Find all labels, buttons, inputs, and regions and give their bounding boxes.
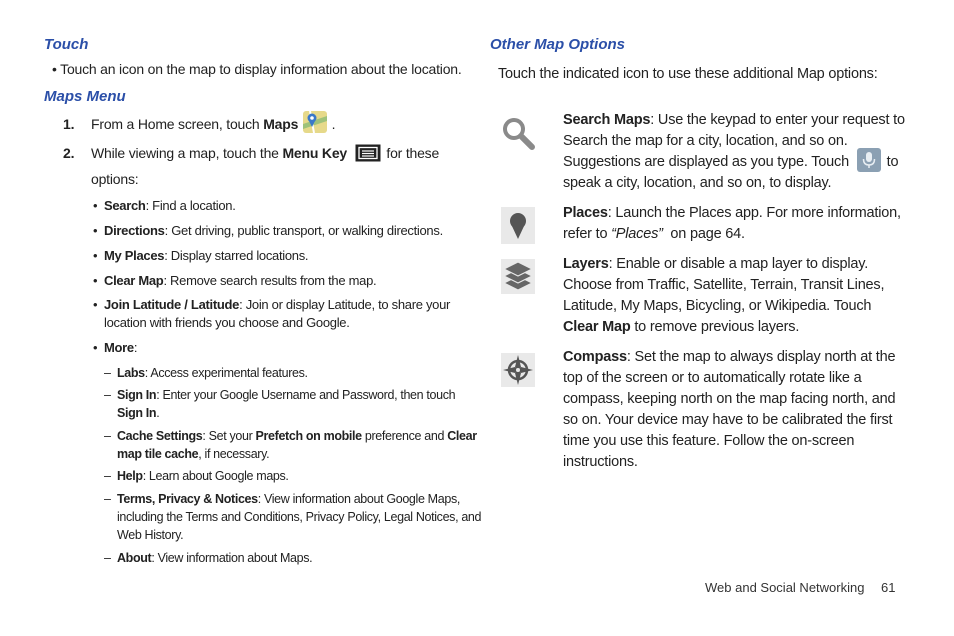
intro-text: Touch the indicated icon to use these additional Map options: xyxy=(498,66,878,82)
touch-bullet: • Touch an icon on the map to display information about the location. xyxy=(52,61,462,77)
microphone-icon xyxy=(857,148,881,172)
maps-menu-heading: Maps Menu xyxy=(44,88,126,105)
page-number: 61 xyxy=(881,580,896,595)
list-item: • Directions: Get driving, public transport, or walking directions. xyxy=(93,223,443,238)
places-text: Places: Launch the Places app. For more information, refer to “Places” on page 64. xyxy=(563,205,901,242)
list-item: – Sign In: Enter your Google Username and Password, then touch Sign In. xyxy=(104,388,456,420)
other-map-options-heading: Other Map Options xyxy=(490,36,625,53)
compass-icon xyxy=(501,353,535,392)
search-icon xyxy=(500,116,536,155)
menu-key-icon xyxy=(355,144,381,162)
list-item: • Clear Map: Remove search results from the map. xyxy=(93,273,377,288)
list-item: • Join Latitude / Latitude: Join or display Latitude, to share your location with friends you choose and Google. xyxy=(93,297,451,330)
list-item: • Search: Find a location. xyxy=(93,198,236,213)
list-item: – Help: Learn about Google maps. xyxy=(104,469,289,483)
list-item: • My Places: Display starred locations. xyxy=(93,248,309,263)
maps-app-icon xyxy=(302,110,328,134)
places-pin-icon xyxy=(501,207,535,249)
list-item: – Cache Settings: Set your Prefetch on mobile preference and Clear map tile cache, if necessary. xyxy=(104,429,477,461)
step-2: 2. While viewing a map, touch the Menu Key for these xyxy=(63,145,440,161)
footer-section: Web and Social Networking xyxy=(705,580,865,595)
layers-text: Layers: Enable or disable a map layer to display. Choose from Traffic, Satellite, Terrain, Transit Lines, Latitude, My Maps, Bicycling, or Wikipedia. Touch Clear Map to remove previous layers. xyxy=(563,256,885,335)
list-item: – About: View information about Maps. xyxy=(104,551,313,565)
compass-text: Compass: Set the map to always display north at the top of the screen or to automatically rotate like a compass, keeping north on the map facing north, and so on. Your device may have to be calibrated the first time you use this feature. Follow the on-screen instructions. xyxy=(563,349,896,470)
list-item: • More: xyxy=(93,340,138,355)
step-1: 1. From a Home screen, touch Maps . xyxy=(63,115,335,134)
layers-icon xyxy=(501,259,535,299)
list-item: – Terms, Privacy & Notices: View information about Google Maps, including the Terms and Conditions, Privacy Policy, Legal Notices, and Web History. xyxy=(104,492,482,542)
list-item: – Labs: Access experimental features. xyxy=(104,366,308,380)
step-2-continued: options: xyxy=(91,171,139,187)
touch-heading: Touch xyxy=(44,36,89,53)
search-maps-text: Search Maps: Use the keypad to enter your request to Search the map for a city, location, and so on. Suggestions are displayed as you type. Touch to speak a city, location, and so on, to display. xyxy=(563,112,905,191)
